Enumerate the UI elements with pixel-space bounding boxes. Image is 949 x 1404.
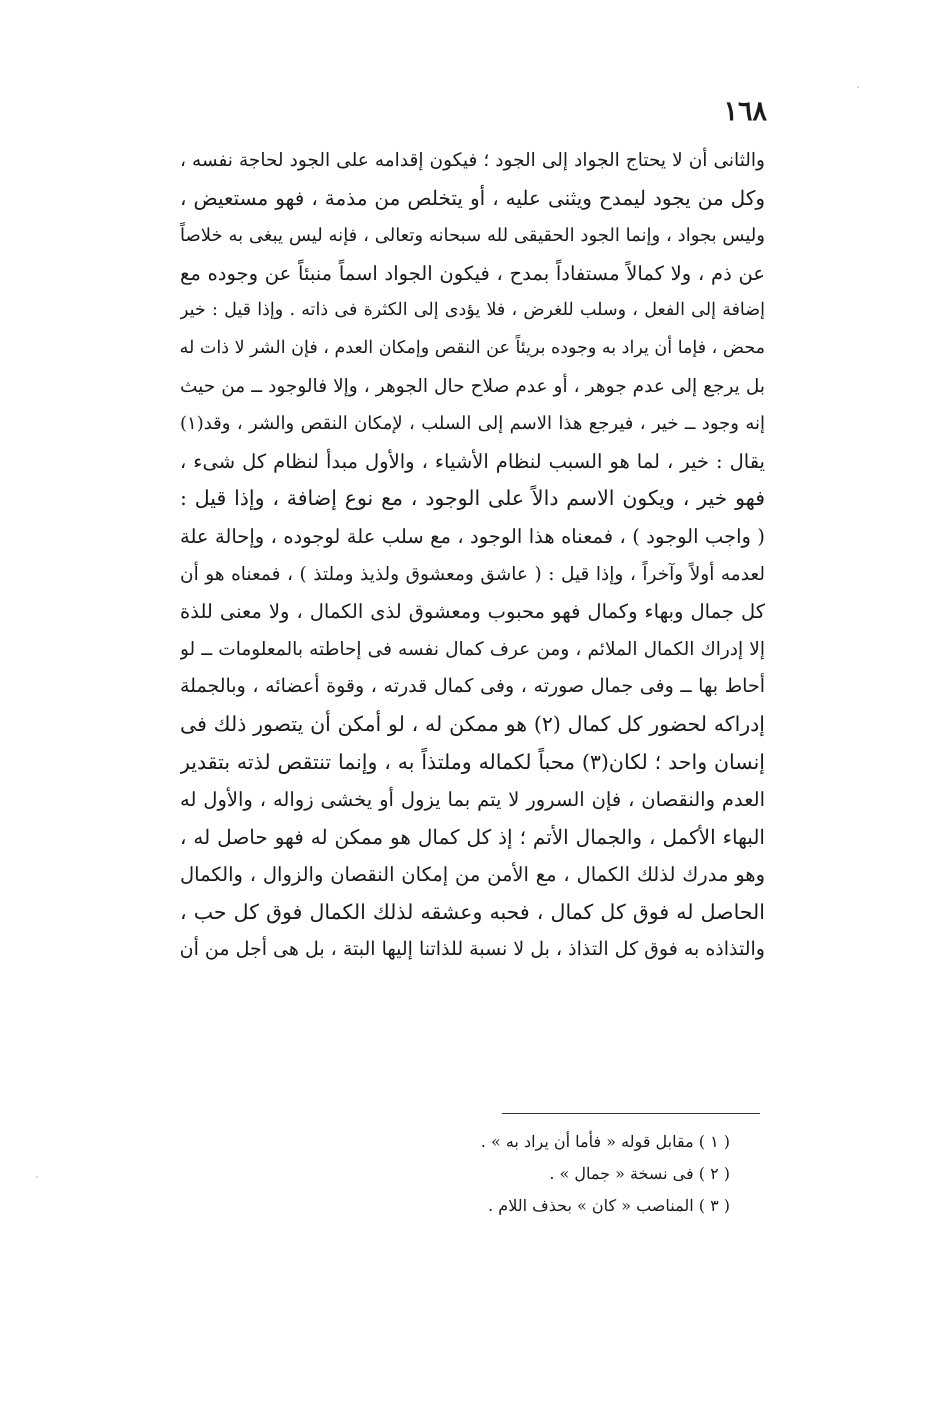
footnote-3: ( ٣ ) المناصب « كان » بحذف اللام . bbox=[488, 1196, 730, 1215]
text-line: إنسان واحد ؛ لكان(٣) محباً لكماله وملتذاً به ، وإنما تنتقص لذته بتقدير bbox=[180, 749, 765, 774]
text-line: العدم والنقصان ، فإن السرور لا يتم بما يزول أو يخشى زواله ، والأول له bbox=[180, 788, 765, 812]
scan-speck bbox=[36, 1176, 38, 1178]
scan-speck bbox=[857, 86, 859, 88]
text-line: وليس بجواد ، وإنما الجود الحقيقى لله سبحانه وتعالى ، فإنه ليس يبغى به خلاصاً bbox=[180, 225, 765, 247]
text-line: إدراكه لحضور كل كمال (٢) هو ممكن له ، لو أمكن أن يتصور ذلك فى bbox=[180, 711, 765, 736]
text-line: وكل من يجود ليمدح ويثنى عليه ، أو يتخلص من مذمة ، فهو مستعيض ، bbox=[180, 185, 765, 210]
text-line: إضافة إلى الفعل ، وسلب للغرض ، فلا يؤدى إلى الكثرة فى ذاته . وإذا قيل : خير bbox=[180, 300, 765, 321]
text-line: والثانى أن لا يحتاج الجواد إلى الجود ؛ فيكون إقدامه على الجود لحاجة نفسه ، bbox=[180, 150, 765, 171]
text-line: محض ، فإما أن يراد به وجوده بريئاً عن النقص وإمكان العدم ، فإن الشر لا ذات له bbox=[180, 337, 765, 358]
text-line: أحاط بها ــ وفى جمال صورته ، وفى كمال قدرته ، وقوة أعضائه ، وبالجملة bbox=[180, 675, 765, 698]
text-line: عن ذم ، ولا كمالاً مستفاداً بمدح ، فيكون الجواد اسماً منبئاً عن وجوده مع bbox=[180, 261, 765, 285]
text-line: إنه وجود ــ خير ، فيرجع هذا الاسم إلى السلب ، لإمكان النقص والشر ، وقد(١) bbox=[180, 413, 765, 435]
footnote-separator bbox=[502, 1113, 760, 1114]
text-line: والتذاذه به فوق كل التذاذ ، بل لا نسبة للذاتنا إليها البتة ، بل هى أجل من أن bbox=[180, 938, 765, 961]
body-text bbox=[180, 142, 765, 969]
text-line: بل يرجع إلى عدم جوهر ، أو عدم صلاح حال الجوهر ، وإلا فالوجود ــ من حيث bbox=[180, 375, 765, 397]
footnotes bbox=[430, 1126, 730, 1222]
text-line: وهو مدرك لذلك الكمال ، مع الأمن من إمكان النقصان والزوال ، والكمال bbox=[180, 863, 765, 887]
page-number: ١٦٨ bbox=[723, 96, 767, 127]
text-line: كل جمال وبهاء وكمال فهو محبوب ومعشوق لذى الكمال ، ولا معنى للذة bbox=[180, 600, 765, 624]
footnote-1: ( ١ ) مقابل قوله « فأما أن يراد به » . bbox=[480, 1132, 730, 1151]
text-line: فهو خير ، ويكون الاسم دالاً على الوجود ، مع نوع إضافة ، وإذا قيل : bbox=[180, 486, 765, 511]
footnote-2: ( ٢ ) فى نسخة « جمال » . bbox=[549, 1164, 730, 1183]
text-line: إلا إدراك الكمال الملائم ، ومن عرف كمال نفسه فى إحاطته بالمعلومات ــ لو bbox=[180, 638, 765, 660]
text-line: ( واجب الوجود ) ، فمعناه هذا الوجود ، مع سلب علة لوجوده ، وإحالة علة bbox=[180, 524, 765, 548]
text-line: الحاصل له فوق كل كمال ، فحبه وعشقه لذلك الكمال فوق كل حب ، bbox=[180, 899, 765, 924]
text-line: البهاء الأكمل ، والجمال الأتم ؛ إذ كل كمال هو ممكن له فهو حاصل له ، bbox=[180, 824, 765, 849]
text-line: لعدمه أولاً وآخراً ، وإذا قيل : ( عاشق ومعشوق ولذيذ وملتذ ) ، فمعناه هو أن bbox=[180, 563, 765, 585]
text-line: يقال : خير ، لما هو السبب لنظام الأشياء ، والأول مبدأ لنظام كل شىء ، bbox=[180, 449, 765, 473]
